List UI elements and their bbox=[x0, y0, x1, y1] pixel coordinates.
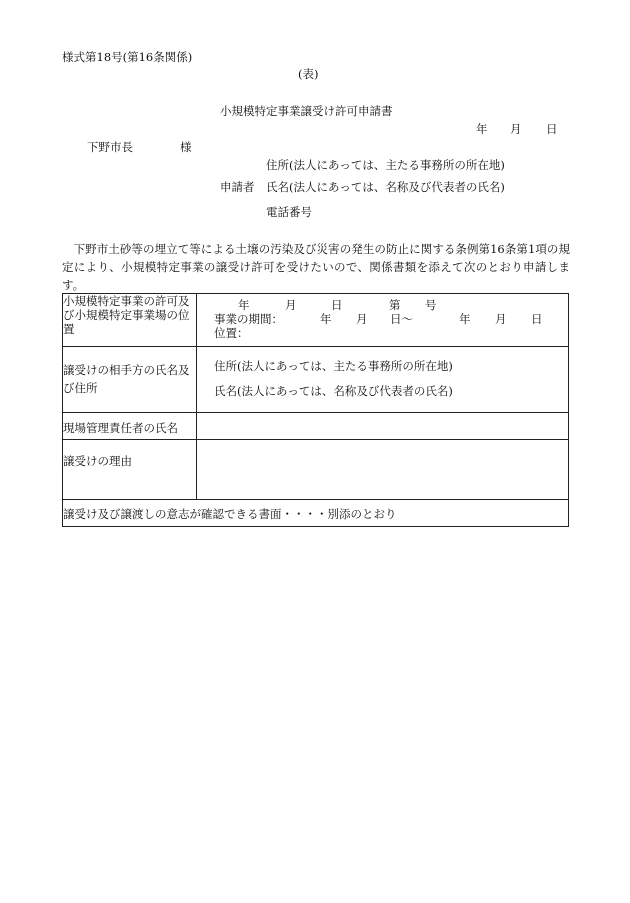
page-title: 小規模特定事業譲受け許可申請書 bbox=[220, 104, 393, 118]
transfer-reason-value bbox=[197, 440, 569, 500]
counterparty-label: 譲受けの相手方の氏名及び住所 bbox=[63, 347, 197, 413]
period-start-month: 月 bbox=[356, 312, 368, 326]
permit-number-prefix: 第 bbox=[389, 298, 401, 312]
intent-documents-note: 譲受け及び譲渡しの意志が確認できる書面・・・・別添のとおり bbox=[63, 500, 569, 527]
site-manager-value bbox=[197, 413, 569, 440]
location-label: 位置： bbox=[214, 326, 249, 340]
permit-location-value bbox=[197, 294, 569, 347]
permit-day: 日 bbox=[331, 298, 343, 312]
table-row-counterparty bbox=[63, 347, 569, 413]
permit-month: 月 bbox=[285, 298, 297, 312]
period-start-year: 年 bbox=[320, 312, 332, 326]
counterparty-address: 住所(法人にあっては、主たる事務所の所在地) bbox=[214, 359, 453, 373]
period-end-day: 日 bbox=[531, 312, 543, 326]
transfer-reason-label: 譲受けの理由 bbox=[63, 440, 197, 500]
period-start-day: 日～ bbox=[390, 312, 413, 326]
addressee-name: 下野市長 bbox=[87, 140, 133, 154]
addressee-honorific: 様 bbox=[180, 140, 192, 154]
permit-number-suffix: 号 bbox=[425, 298, 437, 312]
applicant-name: 氏名(法人にあっては、名称及び代表者の氏名) bbox=[266, 180, 505, 194]
date-year: 年 bbox=[476, 122, 488, 136]
applicant-address: 住所(法人にあっては、主たる事務所の所在地) bbox=[266, 158, 505, 172]
counterparty-name: 氏名(法人にあっては、名称及び代表者の氏名) bbox=[214, 384, 453, 398]
period-end-month: 月 bbox=[495, 312, 507, 326]
table-row-site-manager bbox=[63, 413, 569, 440]
table-row-permit bbox=[63, 294, 569, 347]
date-day: 日 bbox=[546, 122, 558, 136]
applicant-label: 申請者 bbox=[220, 180, 255, 194]
permit-location-label: 小規模特定事業の許可及び小規模特定事業場の位置 bbox=[63, 294, 197, 347]
form-number: 様式第18号(第16条関係) bbox=[62, 50, 193, 64]
period-end-year: 年 bbox=[459, 312, 471, 326]
application-body-text: 下野市土砂等の埋立て等による土壌の汚染及び災害の発生の防止に関する条例第16条第1項の規定により、小規模特定事業の譲受け許可を受けたいので、関係書類を添えて次のとおり申請します。 bbox=[62, 242, 570, 292]
table-row-reason bbox=[63, 440, 569, 500]
applicant-phone: 電話番号 bbox=[266, 205, 312, 219]
date-month: 月 bbox=[510, 122, 522, 136]
period-label: 事業の期間： bbox=[214, 312, 283, 326]
site-manager-label: 現場管理責任者の氏名 bbox=[63, 413, 197, 440]
permit-year: 年 bbox=[238, 298, 250, 312]
application-table bbox=[62, 293, 569, 527]
form-side-label: (表) bbox=[298, 67, 319, 81]
table-row-documents bbox=[63, 500, 569, 527]
counterparty-value bbox=[197, 347, 569, 413]
